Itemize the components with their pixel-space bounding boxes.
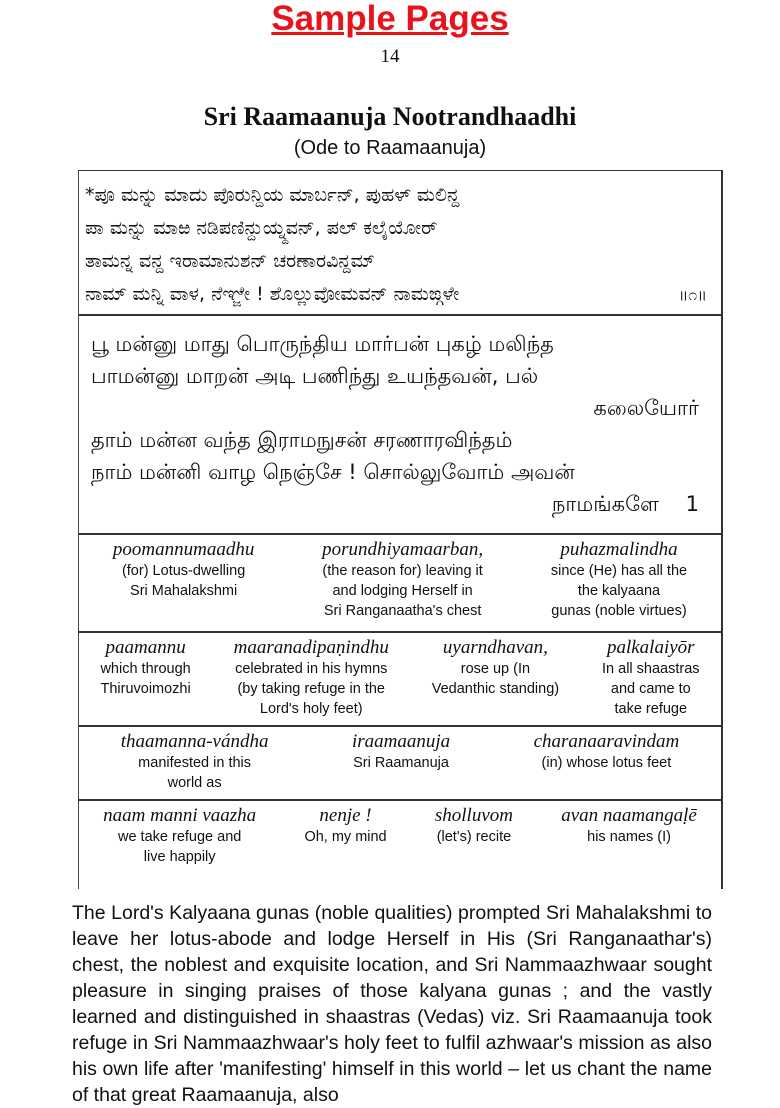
glossary-word: thaamanna-vándha bbox=[120, 731, 269, 752]
glossary-cell bbox=[600, 633, 702, 725]
glossary-cell bbox=[98, 633, 192, 725]
glossary-meaning: Sri Raamanuja bbox=[353, 755, 449, 771]
verse-line: *ಪೂ ಮನ್ನು ಮಾದು ಪೊರುನ್ದಿಯ ಮಾರ್ಬನ್, ಪುಹಳ್ ಮಲಿನ್ದ bbox=[85, 184, 460, 206]
verse-line: ತಾಮನ್ನ ವನ್ದ ಇರಾಮಾನುಶನ್ ಚರಣಾರವಿನ್ದಮ್ bbox=[85, 250, 375, 272]
verse-number: ॥೧॥ bbox=[678, 285, 707, 304]
glossary-cell bbox=[101, 801, 258, 871]
glossary-meaning: we take refuge and live happily bbox=[117, 829, 242, 865]
verse-box bbox=[78, 170, 723, 889]
glossary-word: nenje ! bbox=[319, 805, 372, 826]
glossary-row bbox=[79, 727, 721, 801]
glossary-word: puhazmalindha bbox=[560, 539, 678, 560]
glossary-meaning: rose up (In Vedanthic standing) bbox=[431, 661, 560, 697]
commentary-paragraph: The Lord's Kalyaana gunas (noble qualities) prompted Sri Mahalakshmi to leave her lotus-abode and lodge Herself in His (Sri Ranganaathar's) chest, the noblest and exquisite location, and Sri Nammaazhwaar sought pleasure in singing praises of those kalyana gunas ; and the vastly learned and distinguished in shaastras (Vedas) viz. Sri Raamaanuja took refuge in Sri Nammaazhwaar's holy feet to fulfil azhwaar's mission as also his own life after 'manifesting' himself in this world – let us chant the name of that great Raamaanuja, also bbox=[72, 902, 712, 1106]
glossary bbox=[79, 535, 721, 871]
glossary-word: paamannu bbox=[105, 637, 186, 658]
glossary-cell bbox=[350, 727, 452, 799]
glossary-word: iraamaanuja bbox=[351, 731, 451, 752]
glossary-cell bbox=[433, 801, 515, 871]
glossary-cell bbox=[532, 727, 682, 799]
verse-line: ನಾಮ್ ಮನ್ನಿ ವಾಳ, ನೆಞ್ಜೇ ! ಶೊಲ್ಲುವೋಮವನ್ ನಾಮಙ್ಗಳೇ bbox=[85, 283, 460, 305]
glossary-meaning: (in) whose lotus feet bbox=[541, 755, 672, 771]
glossary-word: palkalaiyōr bbox=[606, 637, 695, 658]
page-subtitle: (Ode to Raamaanuja) bbox=[293, 137, 487, 159]
sample-pages-header: Sample Pages bbox=[271, 0, 509, 38]
glossary-cell bbox=[119, 727, 271, 799]
glossary-meaning: manifested in this world as bbox=[138, 755, 252, 791]
glossary-word: sholluvom bbox=[434, 805, 513, 826]
glossary-meaning: his names (I) bbox=[587, 829, 671, 845]
glossary-word: uyarndhavan, bbox=[442, 637, 548, 658]
page-number: 14 bbox=[380, 46, 400, 67]
glossary-cell bbox=[232, 633, 391, 725]
glossary-cell bbox=[320, 535, 485, 631]
verse-line: நாமங்களே 1 bbox=[551, 492, 699, 516]
glossary-row bbox=[79, 535, 721, 633]
glossary-word: charanaaravindam bbox=[533, 731, 680, 752]
verse-line: நாம் மன்னி வாழ நெஞ்சே ! சொல்லுவோம் அவன் bbox=[91, 460, 575, 484]
glossary-meaning: (for) Lotus-dwelling Sri Mahalakshmi bbox=[121, 563, 246, 599]
glossary-cell bbox=[559, 801, 699, 871]
glossary-meaning: celebrated in his hymns (by taking refuge in the Lord's holy feet) bbox=[235, 661, 388, 717]
glossary-cell bbox=[430, 633, 561, 725]
glossary-word: maaranadipaṇindhu bbox=[233, 637, 389, 658]
glossary-cell bbox=[302, 801, 388, 871]
verse-line: தாம் மன்ன வந்த இராமநுசன் சரணாரவிந்தம் bbox=[91, 428, 513, 452]
glossary-meaning: (the reason for) leaving it and lodging Herself in Sri Ranganaatha's chest bbox=[322, 563, 483, 619]
glossary-row bbox=[79, 801, 721, 871]
page-title: Sri Raamaanuja Nootrandhaadhi bbox=[203, 102, 577, 131]
glossary-cell bbox=[549, 535, 689, 631]
glossary-row bbox=[79, 633, 721, 727]
glossary-meaning: In all shaastras and came to take refuge bbox=[602, 661, 700, 717]
verse-line: கலையோர் bbox=[593, 396, 699, 420]
glossary-meaning: Oh, my mind bbox=[304, 829, 387, 845]
tamil-verse bbox=[79, 316, 721, 535]
kannada-verse bbox=[79, 171, 721, 316]
verse-line: பூ மன்னு மாது பொருந்திய மார்பன் புகழ் மலிந்த bbox=[91, 332, 554, 356]
glossary-word: avan naamangaḷē bbox=[561, 805, 697, 826]
glossary-word: porundhiyamaarban, bbox=[322, 539, 484, 560]
glossary-word: poomannumaadhu bbox=[112, 539, 255, 560]
glossary-cell bbox=[111, 535, 256, 631]
glossary-meaning: (let's) recite bbox=[436, 829, 512, 845]
verse-line: ಪಾ ಮನ್ನು ಮಾಱ ನಡಿಪಣಿನ್ದುಯ್ನ್ದವನ್, ಪಲ್ ಕಲೈಯೋರ್ bbox=[85, 217, 438, 239]
glossary-word: naam manni vaazha bbox=[103, 805, 257, 826]
glossary-meaning: since (He) has all the the kalyaana gunas (noble virtues) bbox=[550, 563, 688, 619]
verse-line: பாமன்னு மாறன் அடி பணிந்து உயந்தவன், பல் bbox=[91, 364, 539, 388]
glossary-meaning: which through Thiruvoimozhi bbox=[100, 661, 191, 697]
